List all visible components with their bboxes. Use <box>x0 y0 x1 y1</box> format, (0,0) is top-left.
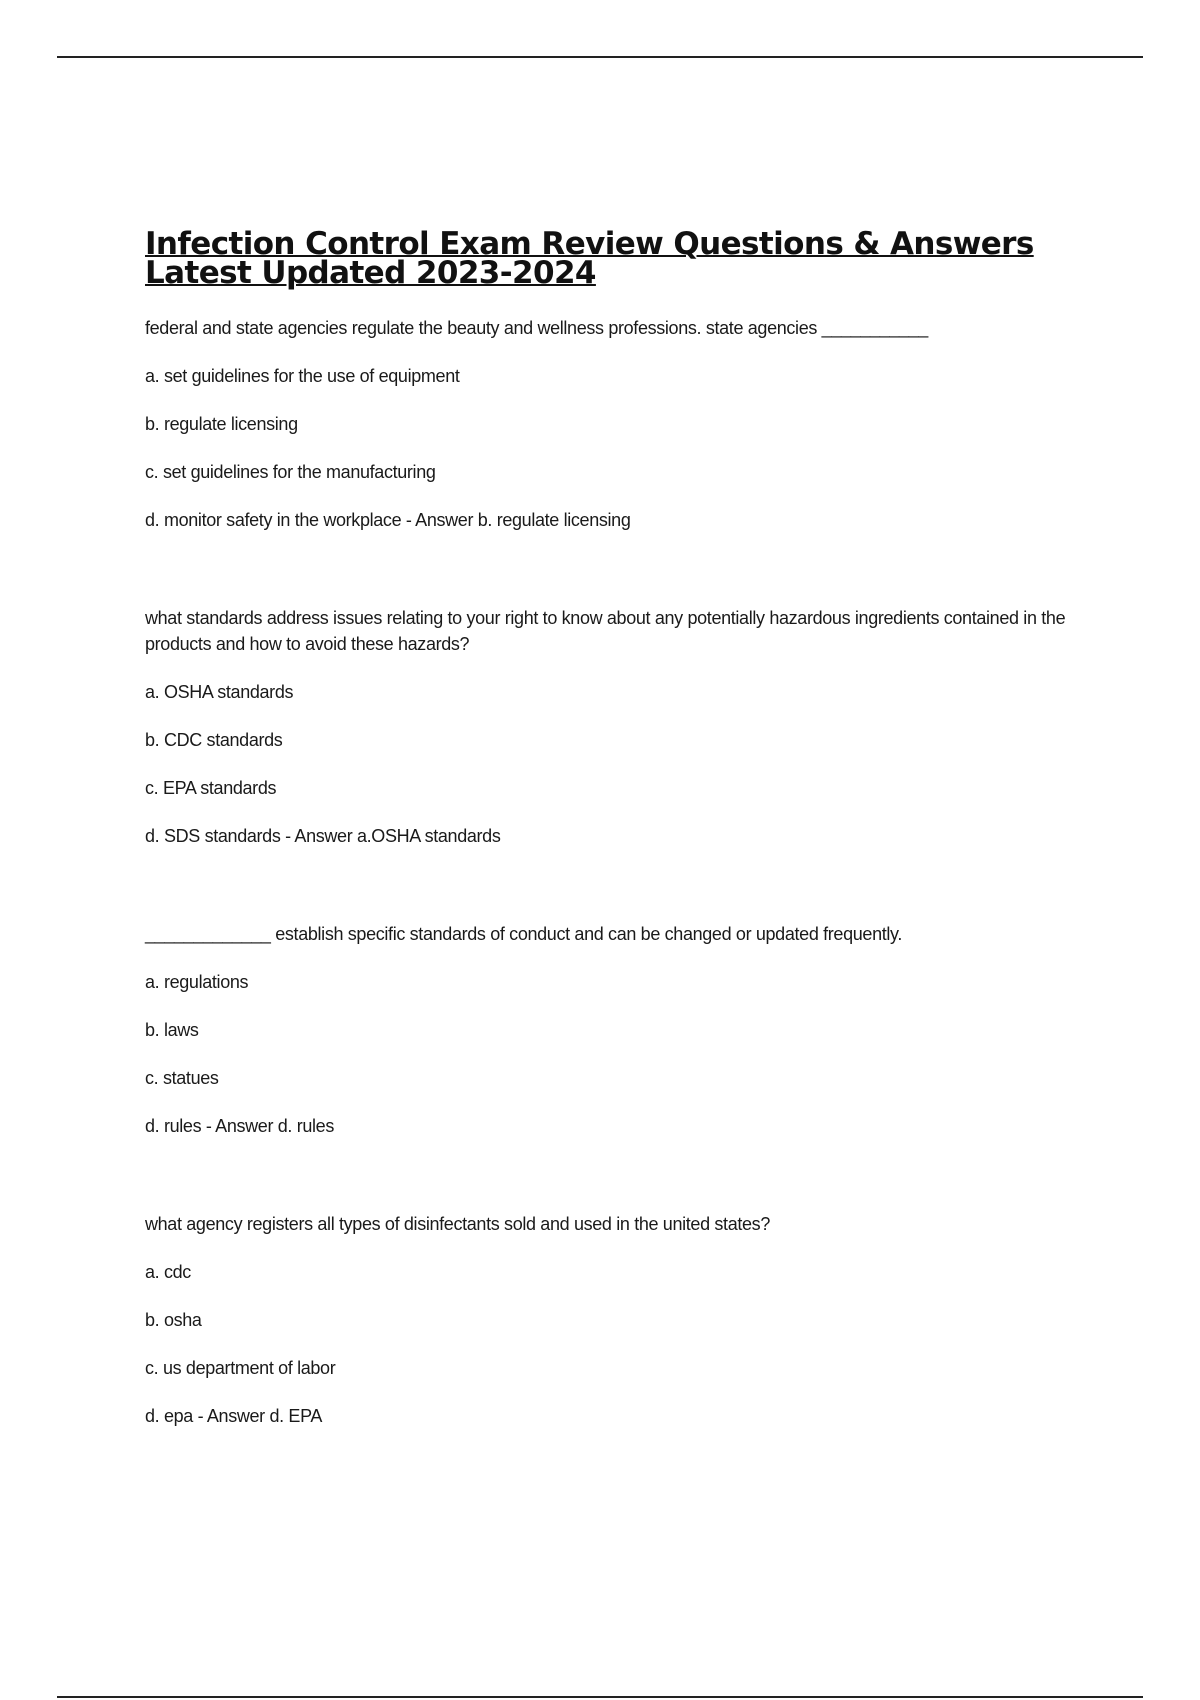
answer-option-d: d. epa - Answer d. EPA <box>145 1406 323 1426</box>
question-block-2 <box>145 605 1105 849</box>
answer-option-a: a. regulations <box>145 972 249 992</box>
answer-option-c: c. set guidelines for the manufacturing <box>145 462 436 482</box>
answer-option-b: b. laws <box>145 1020 199 1040</box>
answer-option-c: c. EPA standards <box>145 778 277 798</box>
title-line-1: Infection Control Exam Review Questions & Answers <box>145 226 1034 262</box>
question-stem: _____________ establish specific standards of conduct and can be changed or updated frequently. <box>145 924 902 944</box>
document-body <box>145 226 1105 1429</box>
answer-option-b: b. osha <box>145 1310 202 1330</box>
title-line-2: Latest Updated 2023-2024 <box>145 255 596 291</box>
header-rule <box>57 56 1143 58</box>
answer-option-c: c. statues <box>145 1068 219 1088</box>
document-title <box>145 226 1105 291</box>
answer-option-a: a. cdc <box>145 1262 191 1282</box>
question-block-4 <box>145 1211 1105 1429</box>
answer-option-d: d. SDS standards - Answer a.OSHA standards <box>145 826 501 846</box>
question-stem: federal and state agencies regulate the beauty and wellness professions. state agencies ___________ <box>145 318 928 338</box>
footer-rule <box>57 1696 1143 1698</box>
answer-option-b: b. CDC standards <box>145 730 283 750</box>
answer-option-c: c. us department of labor <box>145 1358 336 1378</box>
answer-option-a: a. set guidelines for the use of equipment <box>145 366 460 386</box>
answer-option-a: a. OSHA standards <box>145 682 294 702</box>
question-block-1 <box>145 315 1105 533</box>
question-block-3 <box>145 921 1105 1139</box>
answer-option-d: d. rules - Answer d. rules <box>145 1116 334 1136</box>
question-stem: what standards address issues relating to your right to know about any potentially hazardous ingredients contained in the products and how to avoid these hazards? <box>145 608 1066 654</box>
question-stem: what agency registers all types of disinfectants sold and used in the united states? <box>145 1214 770 1234</box>
answer-option-d: d. monitor safety in the workplace - Answer b. regulate licensing <box>145 510 631 530</box>
answer-option-b: b. regulate licensing <box>145 414 298 434</box>
